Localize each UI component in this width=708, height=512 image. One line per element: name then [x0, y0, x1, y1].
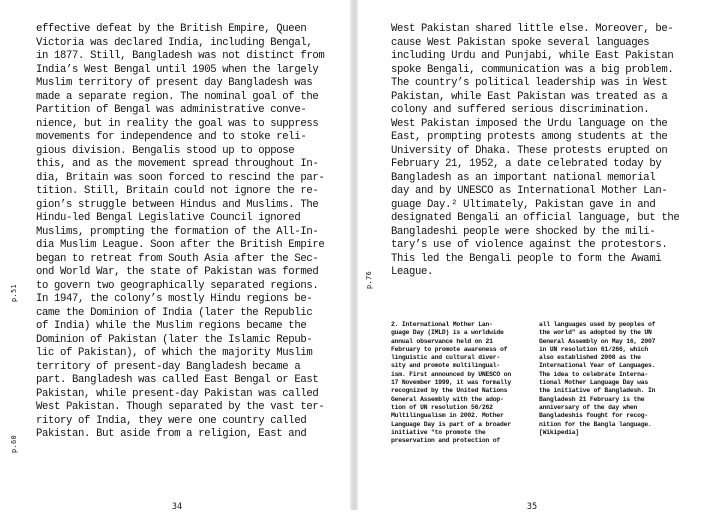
text-line: dia, Britain was soon forced to rescind the par-: [36, 171, 325, 184]
page-number-right: 35: [526, 502, 538, 512]
text-line: Pakistan, while present-day Pakistan was called: [36, 387, 319, 400]
text-line: including Urdu and Punjabi, while East Pakistan: [391, 50, 674, 62]
footnote-line: tion of UN resolution 56/262: [391, 403, 493, 411]
text-line: territory of present-day Bangladesh became a: [36, 360, 301, 373]
text-line: ond World War, the state of Pakistan was formed: [36, 266, 319, 278]
footnote-line: preservation and protection of: [391, 437, 501, 445]
right-page: [358, 0, 708, 510]
text-line: Bangladesh as an important national memorial: [391, 171, 656, 184]
book-gutter: [350, 0, 358, 510]
footnote-line: in UN resolution 61/266, which: [539, 345, 649, 353]
footnote-line: anniversary of the day when: [539, 403, 638, 411]
footnote-line: General Assembly with the adop-: [391, 395, 504, 403]
footnote-line: initiative "to promote the: [391, 428, 486, 436]
footnote-line: also established 2008 as the: [539, 354, 641, 362]
page-number-left: 34: [171, 502, 183, 512]
footnote-line: [Wikipedia]: [539, 428, 579, 436]
text-line: colony and suffered serious discrimination.: [391, 104, 650, 116]
text-line: tary’s use of violence against the protestors.: [391, 239, 668, 251]
footnote-line: guage Day (IMLD) is a worldwide: [391, 329, 504, 337]
footnote-line: sity and promote multilingual-: [391, 362, 501, 370]
text-line: guage Day.² Ultimately, Pakistan gave in and: [391, 198, 656, 211]
text-line: West Pakistan shared little else. Moreover, be-: [391, 23, 674, 35]
footnote-line: 17 November 1999, it was formally: [391, 379, 511, 387]
text-line: began to retreat from South Asia after the Sec-: [36, 252, 319, 265]
text-line: Muslims, prompting the formation of the All-In-: [36, 225, 319, 238]
footnote-line: Bangladeshis fought for recog-: [539, 412, 649, 420]
footnote-line: ism. First announced by UNESCO on: [391, 370, 511, 378]
right-body-text: [391, 23, 691, 280]
text-line: League.: [391, 266, 434, 278]
footnote-line: recognized by the United Nations: [391, 387, 508, 395]
text-line: nience, but in reality the goal was to suppress: [36, 117, 319, 130]
footnote-line: February to promote awareness of: [391, 345, 508, 353]
footnote-line: the initiative of Bangladesh. In: [539, 387, 656, 395]
footnote-line: General Assembly on May 16, 2007: [539, 337, 656, 345]
margin-reference-label: p.60: [10, 434, 18, 453]
footnote-line: all languages used by peoples of: [539, 321, 656, 328]
text-line: Pakistan. But aside from a religion, East and: [36, 428, 307, 440]
text-line: Dominion of Pakistan (later the Islamic Repub-: [36, 333, 313, 346]
text-line: spoke Bengali, communication was a big problem.: [391, 63, 674, 76]
text-line: Victoria was declared India, including Bengal,: [36, 36, 313, 49]
footnote-line: tional Mother Language Day was: [539, 379, 649, 387]
footnote-line: International Year of Languages.: [539, 362, 656, 370]
margin-reference-label: p.51: [10, 283, 18, 302]
left-page: [0, 0, 350, 510]
text-line: gious division. Bengalis stood up to oppose: [36, 144, 295, 157]
footnote-line: Language Day is part of a broader: [391, 420, 511, 428]
footnote-line: The idea to celebrate Interna-: [539, 370, 649, 378]
text-line: West Pakistan imposed the Urdu language on the: [391, 117, 668, 130]
text-line: movements for independence and to stoke reli-: [36, 131, 307, 143]
text-line: University of Dhaka. These protests erupted on: [391, 144, 668, 157]
margin-reference-label: p.76: [365, 270, 373, 289]
text-line: Muslim territory of present day Bangladesh was: [36, 77, 313, 89]
text-line: Bangladeshi people were shocked by the mili-: [391, 225, 656, 238]
footnote-line: nition for the Bangla language.: [539, 420, 652, 428]
text-line: gion’s struggle between Hindus and Muslims. The: [36, 198, 319, 211]
text-line: West Pakistan. Though separated by the vast ter-: [36, 401, 325, 413]
text-line: made a separate region. The nominal goal of the: [36, 90, 319, 103]
text-line: tition. Still, Britain could not ignore the re-: [36, 185, 319, 197]
footnote-column-right: [539, 321, 684, 437]
footnote-line: Bangladesh 21 February is the: [539, 395, 645, 403]
text-line: This led the Bengali people to form the Awami: [391, 252, 662, 265]
text-line: February 21, 1952, a date celebrated today by: [391, 158, 662, 170]
text-line: of India) while the Muslim regions became the: [36, 320, 307, 332]
text-line: cause West Pakistan spoke several languages: [391, 36, 650, 49]
text-line: India’s West Bengal until 1905 when the largely: [36, 63, 319, 76]
text-line: effective defeat by the British Empire, Queen: [36, 23, 307, 35]
text-line: Partition of Bengal was administrative conve-: [36, 104, 307, 116]
text-line: this, and as the movement spread throughout In-: [36, 158, 319, 170]
text-line: to govern two geographically separated regions.: [36, 279, 319, 292]
text-line: East, prompting protests among students at the: [391, 131, 668, 143]
footnote-line: 2. International Mother Lan-: [391, 321, 493, 328]
text-line: In 1947, the colony’s mostly Hindu regions be-: [36, 293, 313, 305]
text-line: The country’s political leadership was in West: [391, 77, 668, 89]
text-line: Hindu-led Bengal Legislative Council ignored: [36, 212, 301, 224]
text-line: day and by UNESCO as International Mother Lan-: [391, 185, 668, 197]
text-line: in 1877. Still, Bangladesh was not distinct from: [36, 50, 325, 62]
footnote-line: linguistic and cultural diver-: [391, 354, 501, 362]
footnote-column-left: [391, 321, 536, 445]
text-line: came the Dominion of India (later the Republic: [36, 306, 313, 319]
text-line: designated Bengali an official language, but the: [391, 212, 680, 224]
footnote-line: the world" as adopted by the UN: [539, 329, 652, 337]
text-line: lic of Pakistan), of which the majority Muslim: [36, 347, 313, 359]
text-line: Pakistan, while East Pakistan was treated as a: [391, 90, 668, 103]
left-body-text: [36, 23, 336, 442]
footnote-line: annual observance held on 21: [391, 337, 493, 345]
text-line: dia Muslim League. Soon after the British Empire: [36, 239, 325, 251]
text-line: ritory of India, they were one country called: [36, 414, 307, 427]
text-line: part. Bangladesh was called East Bengal or East: [36, 374, 319, 386]
footnote-line: Multilingualism in 2002. Mother: [391, 412, 504, 420]
